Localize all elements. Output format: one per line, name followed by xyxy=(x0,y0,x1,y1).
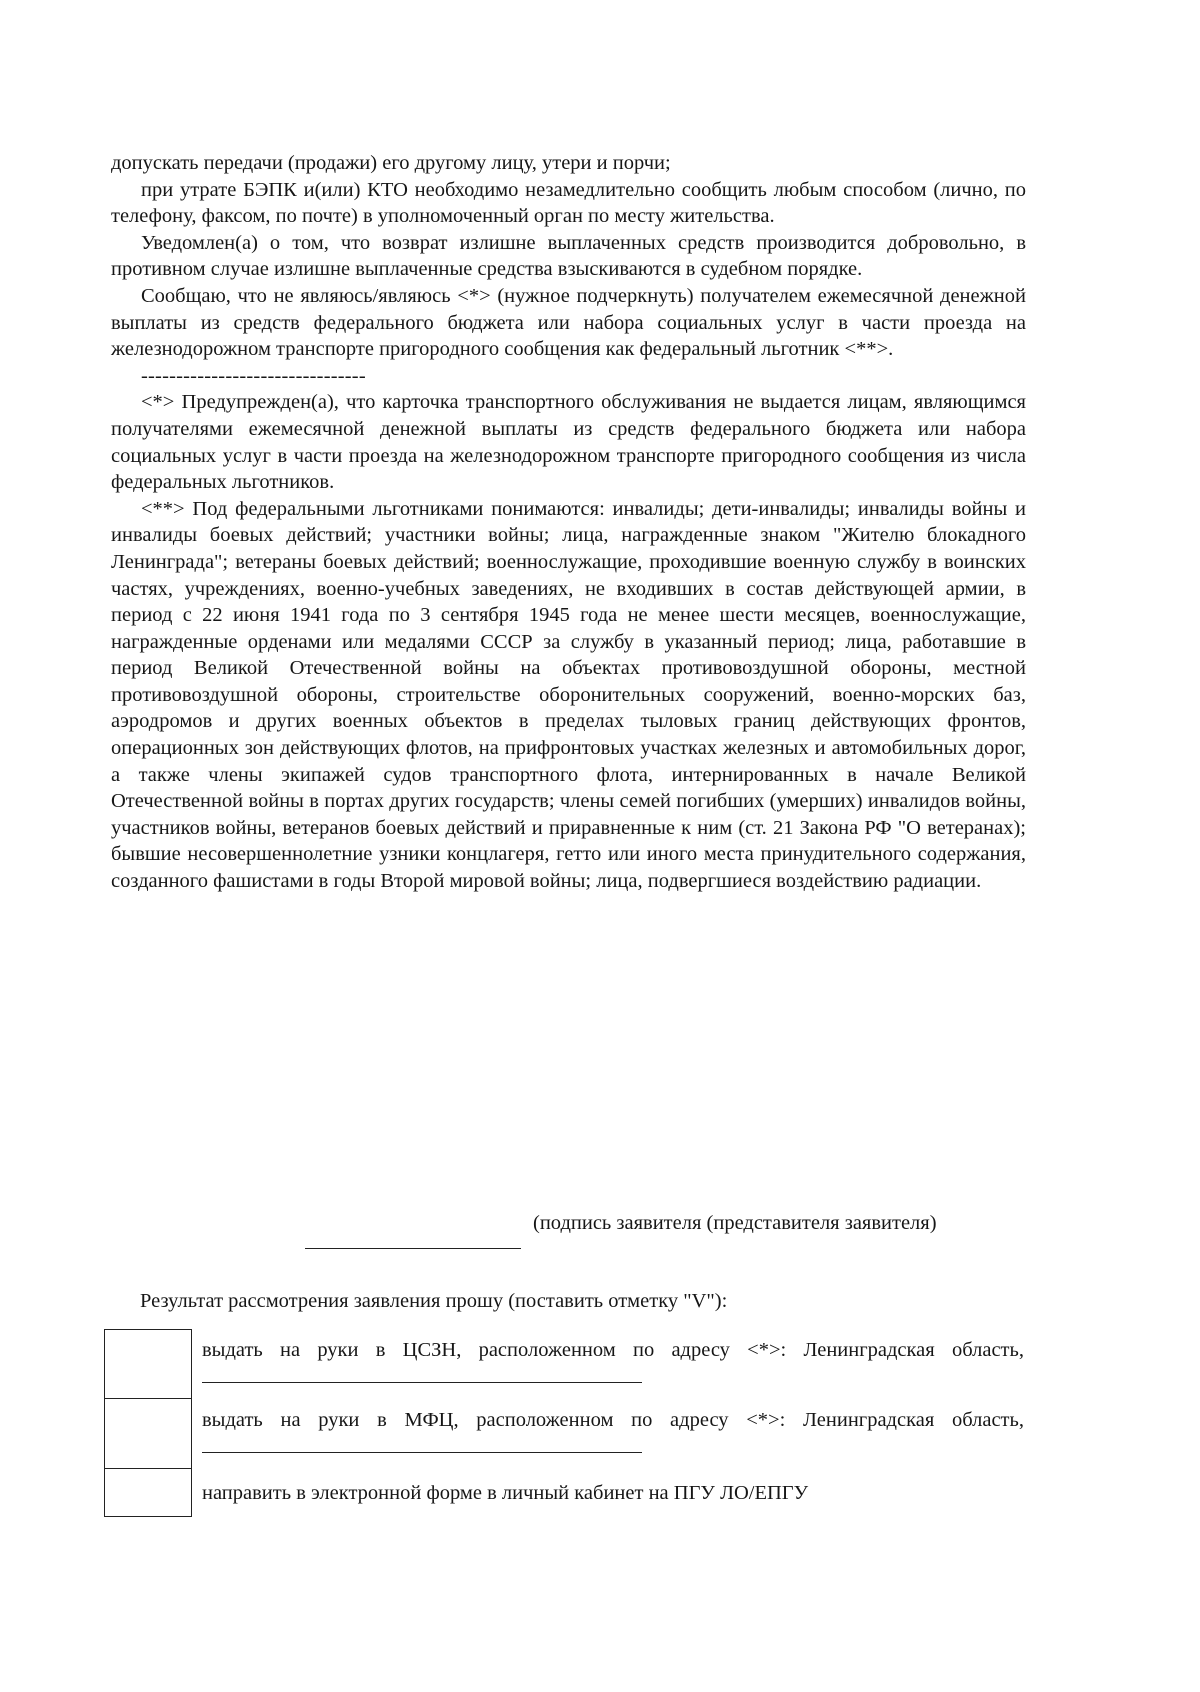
option-row-cszn xyxy=(104,1329,1024,1399)
option-text-cszn xyxy=(192,1329,1024,1399)
checkbox-cszn[interactable] xyxy=(104,1329,192,1399)
signature-line[interactable] xyxy=(305,1248,521,1249)
option-text-electronic xyxy=(192,1469,1024,1517)
address-field-mfc[interactable] xyxy=(202,1434,642,1453)
footnote-separator: -------------------------------- xyxy=(141,364,366,387)
checkbox-mfc[interactable] xyxy=(104,1399,192,1469)
paragraph-refund-notice: Уведомлен(а) о том, что возврат излишне выплаченных средств производится добровольно, в противном случае излишне выплаченные средства взыскиваются в судебном порядке. xyxy=(111,231,1026,281)
footnote-1: <*> Предупрежден(а), что карточка транспортного обслуживания не выдается лицам, являющимся получателями ежемесячной денежной выплаты из средств федерального бюджета или набора социальных услуг в части проезда на железнодорожном транспорте пригородного сообщения из числа федеральных льготников. xyxy=(111,391,1026,494)
result-heading: Результат рассмотрения заявления прошу (поставить отметку "V"): xyxy=(140,1290,728,1312)
option-label-mfc: выдать на руки в МФЦ, расположенном по адресу <*>: Ленинградская область, xyxy=(202,1409,1024,1431)
document-body xyxy=(111,150,1026,895)
option-label-cszn: выдать на руки в ЦСЗН, расположенном по адресу <*>: Ленинградская область, xyxy=(202,1339,1024,1361)
paragraph-loss-notice: при утрате БЭПК и(или) КТО необходимо незамедлительно сообщить любым способом (лично, по телефону, факсом, по почте) в уполномоченный орган по месту жительства. xyxy=(111,178,1026,228)
option-row-electronic xyxy=(104,1469,1024,1517)
checkbox-electronic[interactable] xyxy=(104,1469,192,1517)
paragraph-beneficiary-statement: Сообщаю, что не являюсь/являюсь <*> (нужное подчеркнуть) получателем ежемесячной денежной выплаты из средств федерального бюджета или набора социальных услуг в части проезда на железнодорожном транспорте пригородного сообщения как федеральный льготник <**>. xyxy=(111,284,1026,361)
footnote-2: <**> Под федеральными льготниками понимаются: инвалиды; дети-инвалиды; инвалиды войны и инвалиды боевых действий; участники войны; лица, награжденные знаком "Жителю блокадного Ленинграда"; ветераны боевых действий; военнослужащие, проходившие военную службу в воинских частях, учреждениях, военно-учебных заведениях, не входивших в состав действующей армии, в период с 22 июня 1941 года по 3 сентября 1945 года не менее шести месяцев, военнослужащие, награжденные орденами или медалями СССР за службу в указанный период; лица, работавшие в период Великой Отечественной войны на объектах противовоздушной обороны, местной противовоздушной обороны, строительстве оборонительных сооружений, военно-морских баз, аэродромов и других военных объектов в пределах тыловых границ действующих фронтов, операционных зон действующих флотов, на прифронтовых участках железных и автомобильных дорог, а также члены экипажей судов транспортного флота, интернированных в начале Великой Отечественной войны в портах других государств; члены семей погибших (умерших) инвалидов войны, участников войны, ветеранов боевых действий и приравненные к ним (ст. 21 Закона РФ "О ветеранах); бывшие несовершеннолетние узники концлагеря, гетто или иного места принудительного содержания, созданного фашистами в годы Второй мировой войны; лица, подвергшиеся воздействию радиации. xyxy=(111,497,1026,893)
option-row-mfc xyxy=(104,1399,1024,1469)
result-options xyxy=(104,1329,1024,1517)
signature-caption: (подпись заявителя (представителя заявителя) xyxy=(533,1212,937,1234)
option-text-mfc xyxy=(192,1399,1024,1469)
address-field-cszn[interactable] xyxy=(202,1364,642,1383)
paragraph-continuation: допускать передачи (продажи) его другому лицу, утери и порчи; xyxy=(111,152,671,174)
option-label-electronic: направить в электронной форме в личный кабинет на ПГУ ЛО/ЕПГУ xyxy=(202,1482,809,1504)
